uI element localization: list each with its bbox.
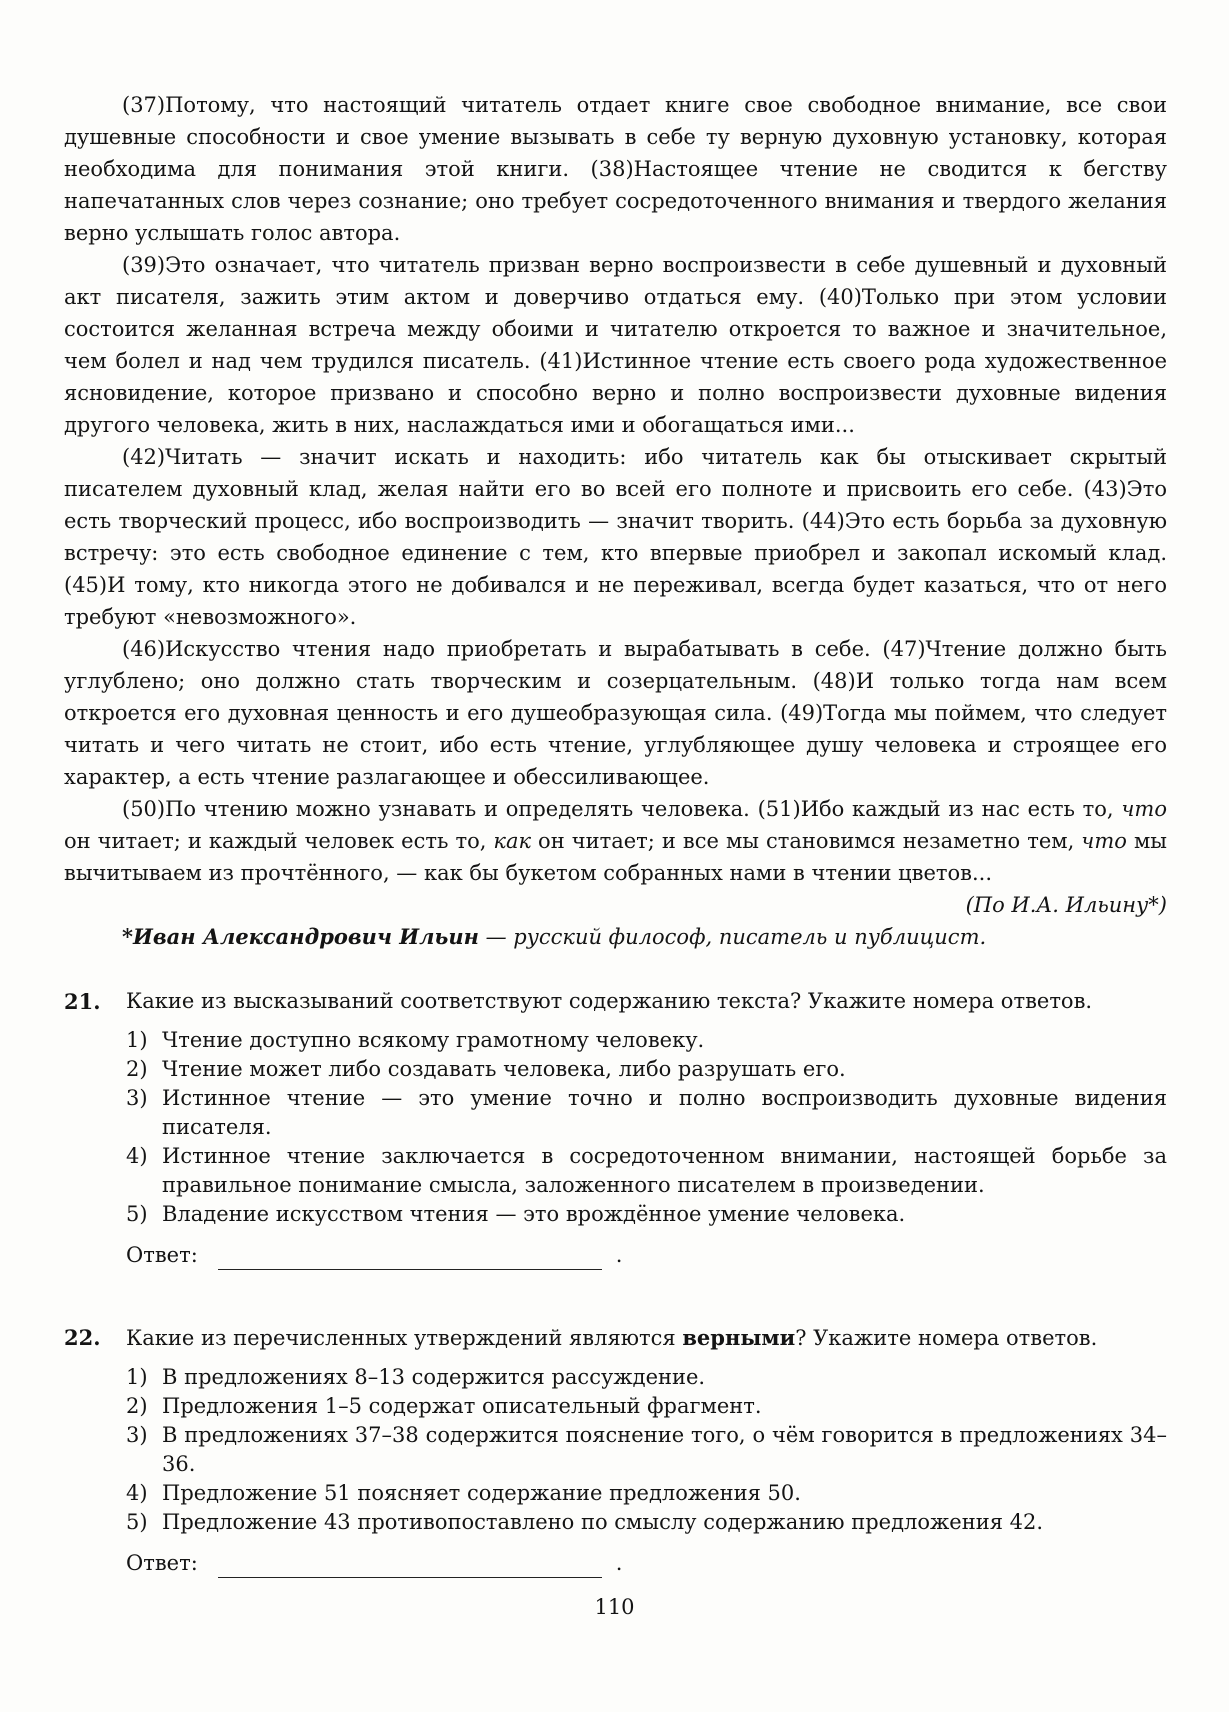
paragraph-46: (46)Искусство чтения надо приобретать и вырабатывать в себе. (47)Чтение должно быть углублено; оно должно стать творческим и созерцательным. (48)И только тогда нам всем откроется его духовная ценность и его душеобразующая сила. (49)Тогда мы поймем, что следует читать и чего читать не стоит, ибо есть чтение, углубляющее душу человека и строящее его характер, а есть чтение разлагающее и обессиливающее. xyxy=(64,637,1167,789)
task-21 xyxy=(64,987,1167,1270)
option-text: Истинное чтение заключается в сосредоточенном внимании, настоящей борьбе за правильное понимание смысла, заложенного писателем в произведении. xyxy=(162,1144,1167,1197)
p50-part-c: он читает; и все мы становимся незаметно тем, xyxy=(531,829,1082,853)
option-item xyxy=(126,1200,1167,1229)
footnote-name: *Иван Александрович Ильин xyxy=(122,924,479,949)
task-22-question-bold: верными xyxy=(682,1325,796,1350)
option-text: В предложениях 8–13 содержится рассуждение. xyxy=(162,1365,706,1389)
paragraph-42: (42)Читать — значит искать и находить: ибо читатель как бы отыскивает скрытый писателем духовный клад, желая найти его во всей его полноте и присвоить его себе. (43)Это есть творческий процесс, ибо воспроизводить — значит творить. (44)Это есть борьба за духовную встречу: это есть свободное единение с тем, кто впервые приобрел и закопал искомый клад. (45)И тому, кто никогда этого не добивался и не переживал, всегда будет казаться, что от него требуют «невозможного». xyxy=(64,445,1167,629)
task-22-question xyxy=(126,1323,1167,1353)
answer-dot: . xyxy=(615,1243,623,1267)
paragraph-50 xyxy=(64,793,1167,889)
option-item xyxy=(126,1363,1167,1392)
option-text: Владение искусством чтения — это врождённое умение человека. xyxy=(162,1202,906,1226)
option-text: В предложениях 37–38 содержится пояснение того, о чём говорится в предложениях 34–36. xyxy=(162,1423,1167,1476)
p50-part-d: мы вычитываем из прочтённого, — как бы букетом собранных нами в чтении цветов... xyxy=(64,829,1167,885)
option-item xyxy=(126,1392,1167,1421)
paragraph-39: (39)Это означает, что читатель призван верно воспроизвести в себе душевный и духовный акт писателя, зажить этим актом и доверчиво отдаться ему. (40)Только при этом условии состоится желанная встреча между обоими и читателю откроется то важное и значительное, чем болел и над чем трудился писатель. (41)Истинное чтение есть своего рода художественное ясновидение, которое призвано и способно верно и полно воспроизвести духовные видения другого человека, жить в них, наслаждаться ими и обогащаться ими... xyxy=(64,253,1167,437)
task-22-answer xyxy=(126,1549,1167,1578)
option-text: Истинное чтение — это умение точно и полно воспроизводить духовные видения писателя. xyxy=(162,1086,1167,1139)
option-number: 3) xyxy=(126,1423,148,1447)
answer-label: Ответ: xyxy=(126,1243,198,1267)
option-text: Чтение может либо создавать человека, либо разрушать его. xyxy=(162,1057,846,1081)
option-item xyxy=(126,1421,1167,1479)
p50-part-b: он читает; и каждый человек есть то, xyxy=(64,829,494,853)
answer-field[interactable] xyxy=(218,1553,602,1578)
page-number: 110 xyxy=(594,1595,635,1619)
task-22-question-a: Какие из перечисленных утверждений являются xyxy=(126,1326,683,1350)
option-number: 4) xyxy=(126,1481,148,1505)
task-22-question-row xyxy=(64,1323,1167,1353)
source-attribution: (По И.А. Ильину*) xyxy=(965,893,1167,917)
option-number: 3) xyxy=(126,1086,148,1110)
p50-italic-3: что xyxy=(1081,829,1127,853)
task-22-options xyxy=(126,1363,1167,1537)
p50-part-a: (50)По чтению можно узнавать и определять человека. (51)Ибо каждый из нас есть то, xyxy=(122,797,1114,821)
paragraph-37: (37)Потому, что настоящий читатель отдает книге свое свободное внимание, все свои душевные способности и свое умение вызывать в себе ту верную духовную установку, которая необходима для понимания этой книги. (38)Настоящее чтение не сводится к бегству напечатанных слов через сознание; оно требует сосредоточенного внимания и твердого желания верно услышать голос автора. xyxy=(64,93,1167,245)
task-21-options xyxy=(126,1026,1167,1229)
footnote xyxy=(64,921,1167,953)
task-21-number: 21. xyxy=(64,989,101,1014)
answer-label: Ответ: xyxy=(126,1551,198,1575)
option-number: 2) xyxy=(126,1057,148,1081)
option-item xyxy=(126,1142,1167,1200)
option-text: Предложение 43 противопоставлено по смыслу содержанию предложения 42. xyxy=(162,1510,1044,1534)
answer-field[interactable] xyxy=(218,1245,602,1270)
option-item xyxy=(126,1508,1167,1537)
task-22 xyxy=(64,1323,1167,1578)
option-item xyxy=(126,1479,1167,1508)
option-number: 5) xyxy=(126,1510,148,1534)
option-text: Предложения 1–5 содержат описательный фрагмент. xyxy=(162,1394,762,1418)
task-21-question-row xyxy=(64,987,1167,1016)
task-22-number: 22. xyxy=(64,1325,101,1350)
p50-italic-2: как xyxy=(493,829,532,853)
option-item xyxy=(126,1055,1167,1084)
option-text: Чтение доступно всякому грамотному человеку. xyxy=(162,1028,705,1052)
p50-italic-1: что xyxy=(1121,797,1167,821)
option-number: 1) xyxy=(126,1365,148,1389)
option-number: 2) xyxy=(126,1394,148,1418)
footnote-text: — русский философ, писатель и публицист. xyxy=(478,925,987,949)
passage xyxy=(64,89,1167,953)
option-number: 1) xyxy=(126,1028,148,1052)
option-text: Предложение 51 поясняет содержание предложения 50. xyxy=(162,1481,801,1505)
answer-dot: . xyxy=(615,1551,623,1575)
option-number: 5) xyxy=(126,1202,148,1226)
option-item xyxy=(126,1026,1167,1055)
task-21-answer xyxy=(126,1241,1167,1270)
task-22-question-b: ? Укажите номера ответов. xyxy=(795,1326,1098,1350)
option-number: 4) xyxy=(126,1144,148,1168)
option-item xyxy=(126,1084,1167,1142)
task-21-question: Какие из высказываний соответствуют содержанию текста? Укажите номера ответов. xyxy=(126,989,1093,1013)
